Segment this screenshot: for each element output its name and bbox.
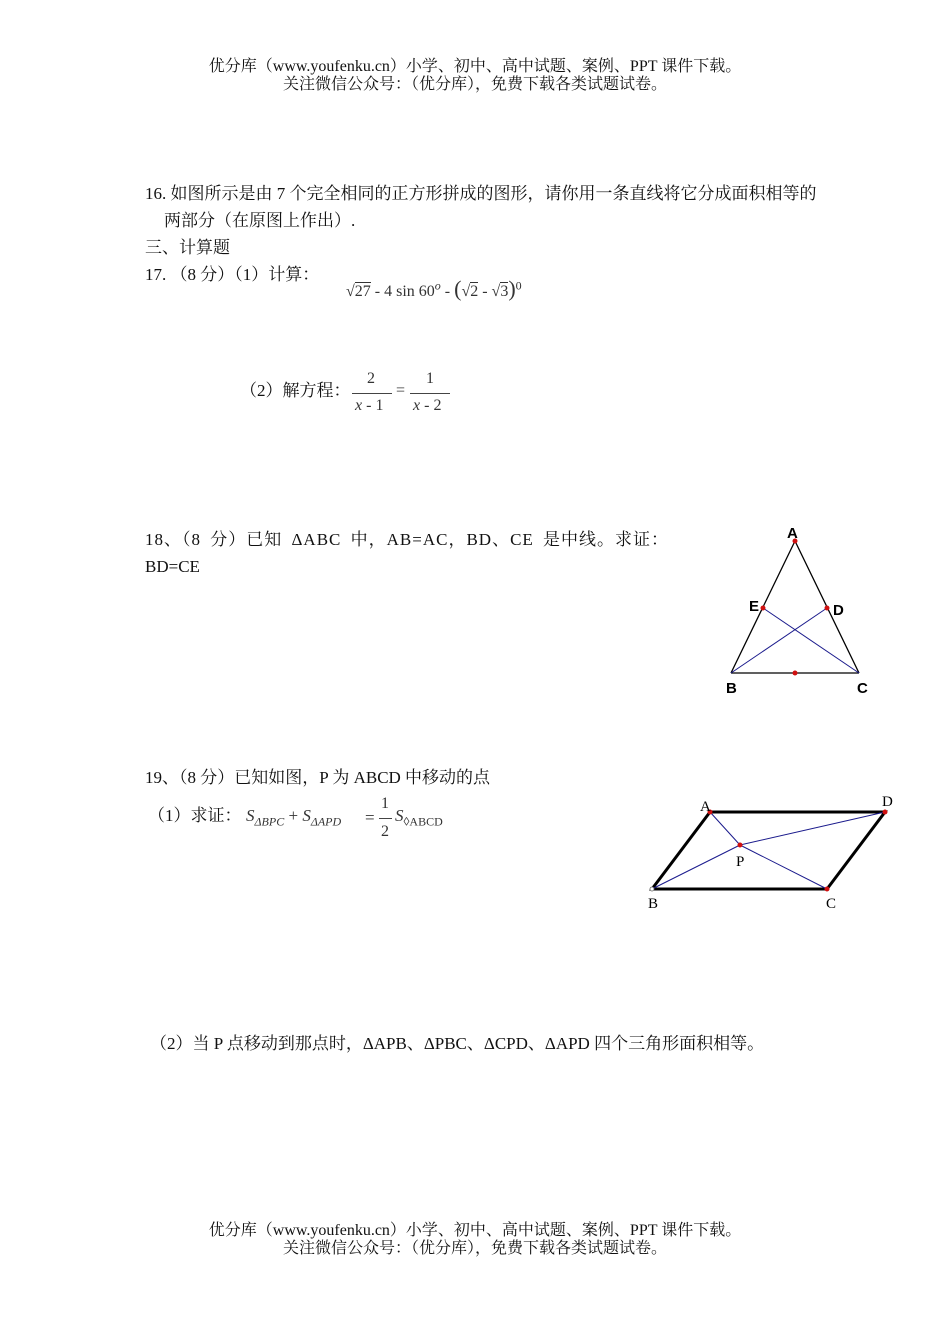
point-p xyxy=(738,843,743,848)
label-c: C xyxy=(857,680,868,697)
label-d: D xyxy=(882,794,893,810)
footer-line-2: 关注微信公众号：（优分库），免费下载各类试题试卷。 xyxy=(282,1240,667,1257)
sqrt2-radicand: 2 xyxy=(470,283,479,300)
label-b: B xyxy=(648,896,659,912)
parallelogram-abcd xyxy=(652,812,885,889)
q16-line-1: 16. 如图所示是由 7 个完全相同的正方形拼成的图形，请你用一条直线将它分成面积相等的 xyxy=(145,184,817,203)
segment-pc xyxy=(740,845,827,889)
q17-label: 17. （8 分）（1）计算： xyxy=(145,265,320,284)
minus-sign: - xyxy=(482,283,488,300)
section-title: 三、计算题 xyxy=(145,238,230,257)
sqrt-symbol: √ xyxy=(461,283,471,300)
four-sin-60: 4 sin 60 xyxy=(384,283,435,300)
subscript-apd: ΔAPD xyxy=(310,814,342,829)
plus-sign: + xyxy=(288,806,299,825)
label-b: B xyxy=(726,680,737,697)
sqrt3-radicand: 3 xyxy=(500,283,509,300)
area-symbol: S xyxy=(395,806,404,825)
segment-pb xyxy=(652,845,740,889)
label-e: E xyxy=(749,598,760,615)
q18-line-1: 18、（8 分）已知 ΔABC 中，AB=AC，BD、CE 是中线。求证： xyxy=(145,530,670,549)
q19-line-1: 19、（8 分）已知如图，P 为 ABCD 中移动的点 xyxy=(145,768,491,787)
half-bar xyxy=(379,818,392,819)
fraction-1-bar xyxy=(352,393,392,394)
parallelogram-figure xyxy=(640,790,900,915)
minus-sign: - xyxy=(374,283,381,300)
header-line-2: 关注微信公众号：（优分库），免费下载各类试题试卷。 xyxy=(282,76,667,93)
median-ce xyxy=(763,608,859,673)
sqrt-symbol: √ xyxy=(346,283,355,300)
label-a: A xyxy=(787,525,798,542)
area-symbol: S xyxy=(302,806,311,825)
median-bd xyxy=(731,608,827,673)
zero-exponent: 0 xyxy=(515,278,522,293)
q19-part1-label: （1）求证： xyxy=(148,806,242,825)
left-paren: ( xyxy=(454,276,462,301)
sqrt-symbol: √ xyxy=(491,283,501,300)
header-line-1: 优分库（www.youfenku.cn）小学、初中、高中试题、案例、PPT 课件下载。 xyxy=(208,58,742,75)
midpoint-bc xyxy=(793,671,798,676)
point-d xyxy=(883,810,888,815)
label-a: A xyxy=(700,799,711,815)
segment-pa xyxy=(710,812,740,845)
area-symbol: S xyxy=(246,806,255,825)
q19-area-expression xyxy=(246,806,341,829)
q16-line-2: 两部分（在原图上作出）. xyxy=(164,211,356,230)
fraction-1-numerator: 2 xyxy=(367,370,375,387)
half-numerator: 1 xyxy=(381,795,389,812)
equals-sign: = xyxy=(396,382,406,399)
point-e xyxy=(761,606,766,611)
fraction-2-bar xyxy=(410,393,450,394)
footer-line-1: 优分库（www.youfenku.cn）小学、初中、高中试题、案例、PPT 课件下载。 xyxy=(208,1222,742,1239)
parallelogram-area xyxy=(395,806,443,829)
subscript-bpc: ΔBPC xyxy=(254,814,285,829)
half-denominator: 2 xyxy=(381,823,389,840)
point-b xyxy=(650,887,654,891)
triangle-figure xyxy=(715,515,885,705)
fraction-2-denominator: x - 2 xyxy=(413,397,442,414)
fraction-2-numerator: 1 xyxy=(426,370,434,387)
q19-part2: （2）当 P 点移动到那点时，ΔAPB、ΔPBC、ΔCPD、ΔAPD 四个三角形面积相等。 xyxy=(150,1034,765,1053)
q17-expression xyxy=(346,276,522,302)
degree-mark: o xyxy=(434,278,441,293)
label-c: C xyxy=(826,896,837,912)
equals-sign: = xyxy=(365,808,375,827)
label-p: P xyxy=(736,854,745,870)
minus-sign: - xyxy=(444,283,451,300)
q17-part2-label: （2）解方程： xyxy=(240,381,351,400)
point-d xyxy=(825,606,830,611)
point-c xyxy=(825,887,830,892)
label-d: D xyxy=(833,602,844,619)
fraction-1-denominator: x - 1 xyxy=(355,397,384,414)
q18-line-2: BD=CE xyxy=(145,557,200,576)
subscript-abcd: ◊ABCD xyxy=(403,814,443,829)
sqrt27-radicand: 27 xyxy=(354,283,371,300)
right-paren: ) xyxy=(508,276,516,301)
